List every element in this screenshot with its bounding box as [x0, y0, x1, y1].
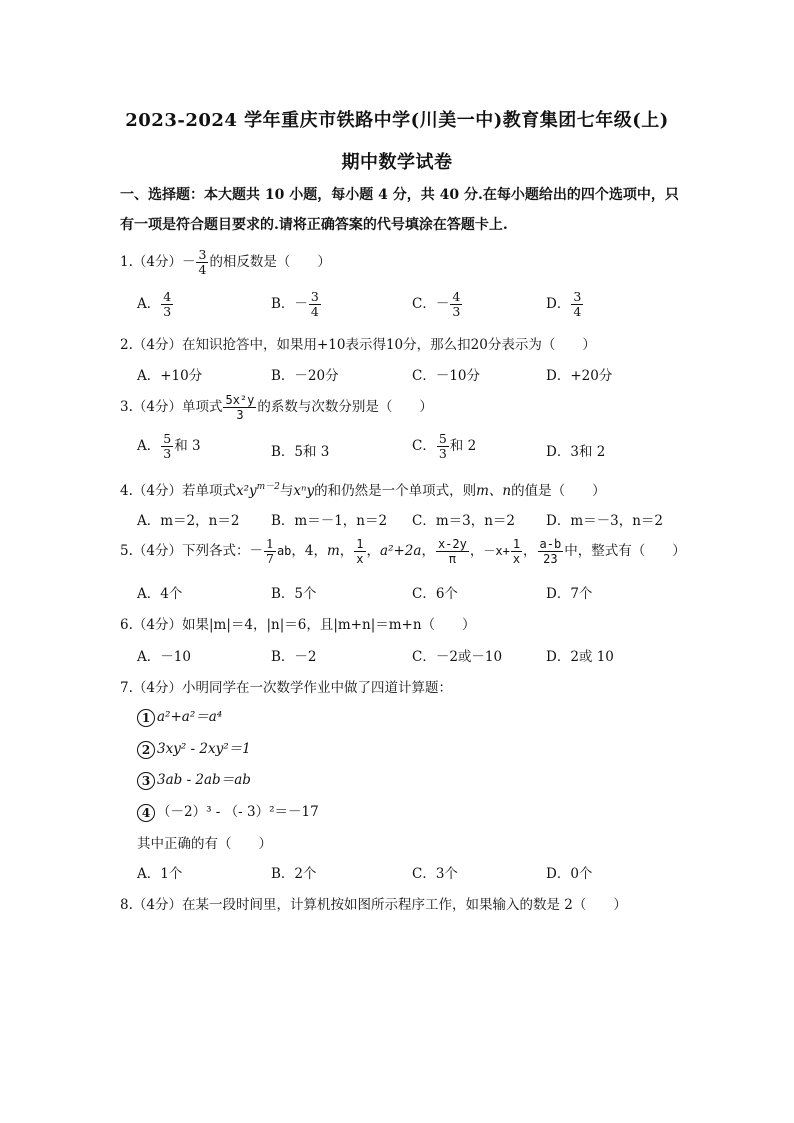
option-fraction [161, 290, 173, 319]
question-2: 2.（4分）在知识抢答中，如果用+10表示得10分，那么扣20分表示为（ ） [120, 337, 596, 353]
q7-item-2 [137, 737, 251, 759]
option-tail: 和 2 [449, 438, 477, 454]
q5-poly: a²+2a [380, 543, 422, 559]
option-c[interactable]: C．6个 [412, 586, 458, 602]
option-fraction [437, 432, 449, 461]
option-fraction [571, 290, 583, 319]
q5-frac4-pre: －x+ [483, 544, 510, 558]
q4-exp1: m－2 [256, 482, 280, 492]
option-label: D． [546, 296, 571, 312]
question-3 [120, 393, 433, 422]
option-label: C．－ [412, 296, 450, 312]
option-tail: 和 3 [174, 438, 201, 454]
option-a[interactable]: A．+10分 [137, 368, 203, 384]
option-c[interactable] [412, 290, 463, 319]
q5-sep: ，4， [291, 543, 327, 559]
q3-prefix: 3.（4分）单项式 [120, 399, 223, 415]
question-1 [120, 248, 331, 277]
circled-number: 1 [137, 709, 155, 727]
frac-den: 3 [163, 304, 172, 319]
q7-item-text: a²+a²＝a⁴ [157, 709, 223, 725]
option-label: B．－ [271, 296, 308, 312]
frac-den: 4 [310, 304, 319, 319]
question-8: 8.（4分）在某一段时间里，计算机按如图所示程序工作，如果输入的数是 2（ ） [120, 897, 627, 913]
q1-den: 4 [198, 262, 207, 277]
section-instructions: 一、选择题：本大题共 10 小题，每小题 4 分，共 40 分.在每小题给出的四个选项中，只有一项是符合题目要求的.请将正确答案的代号填涂在答题卡上. [120, 187, 679, 233]
q5-frac1 [264, 537, 276, 566]
option-label: A． [137, 296, 161, 312]
frac-den: 4 [573, 304, 582, 319]
option-fraction [309, 290, 321, 319]
q5-frac2 [354, 537, 365, 566]
option-d[interactable]: D．3和 2 [546, 444, 606, 460]
exam-title-line1: 2023-2024 学年重庆市铁路中学(川美一中)教育集团七年级(上) [125, 110, 669, 131]
frac-den: 3 [163, 446, 172, 461]
q4-end: 的值是（ ） [511, 483, 606, 499]
option-c[interactable] [412, 432, 476, 461]
q5-frac1-tail: ab [276, 544, 292, 558]
q7-item-text: （－2）³ - （- 3）²＝－17 [157, 804, 319, 820]
q7-question: 其中正确的有（ ） [137, 836, 272, 852]
option-c[interactable]: C．3个 [412, 866, 458, 882]
q5-frac5 [538, 537, 564, 566]
q7-item-text: 3ab - 2ab＝ab [157, 772, 251, 788]
q4-vars: m、n [476, 483, 512, 499]
frac-num: 3 [310, 289, 319, 304]
option-b[interactable]: B．5和 3 [271, 444, 330, 460]
q5-prefix: 5.（4分）下列各式： [120, 543, 250, 559]
frac-den: 3 [452, 304, 461, 319]
question-6: 6.（4分）如果|m|＝4，|n|＝6，且|m+n|＝m+n（ ） [120, 617, 476, 633]
frac-num: 1 [265, 536, 274, 551]
option-c[interactable]: C．－10分 [412, 368, 481, 384]
option-c[interactable]: C．－2或－10 [412, 649, 503, 665]
option-a[interactable]: A．1个 [137, 866, 183, 882]
circled-number: 4 [137, 804, 155, 822]
option-d[interactable] [546, 290, 584, 319]
q5-sep: ， [366, 543, 381, 559]
option-c[interactable]: C．m＝3，n＝2 [412, 513, 516, 529]
frac-num: 4 [452, 289, 461, 304]
q4-expr1: x²y [235, 483, 257, 499]
q4-suffix: 的和仍然是一个单项式，则 [314, 483, 477, 499]
q4-expr2: xⁿy [293, 483, 315, 499]
q7-item-4 [137, 800, 319, 822]
q4-prefix: 4.（4分）若单项式 [120, 483, 236, 499]
q4-mid: 与 [279, 483, 294, 499]
option-b[interactable]: B．m＝－1，n＝2 [271, 513, 388, 529]
option-b[interactable]: B．－20分 [271, 368, 339, 384]
frac-num: 4 [163, 289, 172, 304]
q7-item-3 [137, 768, 251, 790]
option-d[interactable]: D．+20分 [546, 368, 613, 384]
circled-number: 3 [137, 772, 155, 790]
frac-den: x [356, 552, 364, 566]
option-a[interactable]: A．4个 [137, 586, 183, 602]
question-7: 7.（4分）小明同学在一次数学作业中做了四道计算题： [120, 680, 452, 696]
q3-suffix: 的系数与次数分别是（ ） [257, 399, 433, 415]
frac-num: 5 [163, 431, 172, 446]
q1-num: 3 [198, 247, 207, 262]
frac-num: 1 [356, 537, 364, 551]
frac-num: 3 [573, 289, 582, 304]
frac-num: 1 [512, 537, 521, 551]
q1-neg: － [181, 254, 196, 270]
frac-den: 23 [543, 552, 558, 566]
option-a[interactable]: A．m＝2，n＝2 [137, 513, 240, 529]
q7-item-1 [137, 705, 222, 727]
option-fraction [450, 290, 462, 319]
question-4 [120, 479, 606, 499]
q1-prefix: 1.（4分） [120, 254, 182, 270]
option-a[interactable]: A．－10 [137, 649, 191, 665]
circled-number: 2 [137, 741, 155, 759]
q1-suffix: 的相反数是（ ） [209, 254, 331, 270]
option-b[interactable] [271, 290, 322, 319]
frac-den: π [448, 552, 457, 566]
q3-num: 5x²y [225, 393, 255, 407]
option-label: C． [412, 438, 436, 454]
q5-frac4 [511, 537, 522, 566]
q5-sep: ， [469, 543, 484, 559]
frac-den: 7 [265, 551, 274, 566]
option-b[interactable]: B．2个 [271, 866, 317, 882]
q7-item-text: 3xy² - 2xy²＝1 [157, 741, 251, 757]
q5-sep: ， [523, 543, 537, 559]
option-label: A． [137, 438, 161, 454]
option-fraction [161, 432, 173, 461]
frac-num: x-2y [437, 537, 467, 551]
exam-title-line2: 期中数学试卷 [341, 152, 453, 173]
q3-fraction [223, 393, 256, 422]
q5-frac3 [436, 537, 469, 566]
option-d[interactable]: D．7个 [546, 586, 593, 602]
q5-suffix: 中，整式有（ ） [564, 543, 686, 559]
option-d[interactable]: D．2或 10 [546, 649, 614, 665]
option-d[interactable]: D．0个 [546, 866, 593, 882]
q1-fraction [196, 248, 208, 277]
option-a[interactable] [137, 290, 174, 319]
frac-num: a-b [539, 537, 562, 551]
q5-sep: ， [339, 543, 354, 559]
option-d[interactable]: D．m＝－3，n＝2 [546, 513, 663, 529]
frac-num: 5 [438, 431, 447, 446]
option-b[interactable]: B．－2 [271, 649, 317, 665]
frac-den: x [512, 552, 521, 566]
q5-sep: ， [421, 543, 435, 559]
option-a[interactable] [137, 432, 201, 461]
option-b[interactable]: B．5个 [271, 586, 317, 602]
q5-m: m [326, 543, 340, 559]
question-5 [120, 537, 686, 566]
frac-den: 3 [438, 446, 447, 461]
q5-neg: － [249, 543, 263, 559]
q3-den: 3 [236, 408, 244, 422]
